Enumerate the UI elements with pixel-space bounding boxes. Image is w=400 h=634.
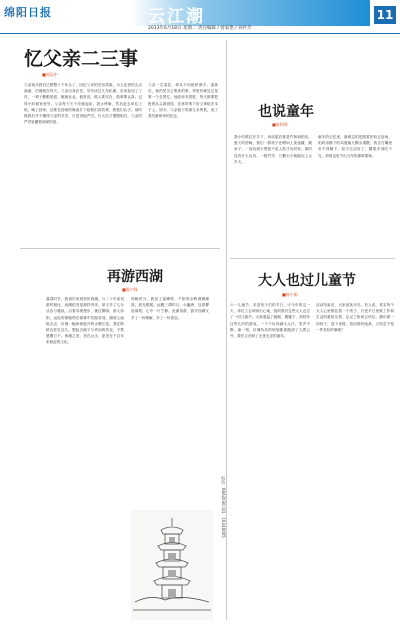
pagoda-illustration <box>131 510 213 620</box>
article-4-title: 大人也过儿童节 <box>258 273 356 289</box>
page-header <box>0 0 400 34</box>
article-3-title: 再游西湖 <box>107 269 163 285</box>
article-4-body-cont: 活动结束后，大家意犹未尽。有人说，其实每个大人心里都住着一个孩子，只是平日里被工作和生活的重担压着，忘记了如何去快乐。偶尔做一回孩子，放下身段，找回那份纯真，又何尝不是一件美好的事呢？ <box>316 303 394 332</box>
issue-line: 2013年6月18日 星期二 责任编辑 / 曾家艳 / 孙传芳 <box>148 26 252 31</box>
article-4-byline: ■杨小娟 <box>282 292 298 297</box>
article-1-body: 父亲离开我们已整整十个年头了。回忆父亲的音容笑貌，为人处世的点点滴滴，仿佛就在昨天。父亲出身贫苦，早年读过几年私塾，后来参加了工作，一辈子勤勤恳恳，兢兢业业。他常说，做人要实在，做事要认真。记得小时候家里穷，父亲每天天不亮就起床，挑水劈柴，然后赶去单位上班。晚上回家，还要在昏暗的煤油灯下给我们讲故事，教我们认字。那时候我们并不懂得父亲的辛苦，只觉得他严厉。长大后才慢慢明白，父亲的严厉里藏着深深的爱。 <box>24 83 142 125</box>
article-3-body: 暮春时节，我再次来到杭州西湖。与二十年前初游时相比，西湖依旧是那样秀美，却又多了几分从容与雅致。沿着苏堤漫步，桃红柳绿，游人如织。远处的保俶塔在薄雾中若隐若现，湖面上画舫点点，仿佛一幅徐徐展开的水墨长卷。我在断桥边驻足良久，想起白娘子与许仙的传说，不禁感慨万千。西湖之美，美在山水，更美在千百年来积淀的文化。 <box>46 297 124 345</box>
section-title: 云江潮 <box>148 7 205 27</box>
contact-info: 电话：6662030 QQ：10240005 <box>221 476 226 538</box>
header-rule <box>0 33 400 34</box>
article-1-title: 忆父亲二三事 <box>24 48 139 70</box>
article-2-byline: ■陈和珍 <box>272 122 288 127</box>
article-1-body-cont: 父亲一生清贫，却从不向组织伸手。退休后，他仍然关心集体的事，邻里有难处总是第一个去帮忙。他爱读书看报，每天都要把报纸从头看到尾，还常常剪下好文章贴在本子上。如今，父亲留下的那几本剪报，成了我们最珍贵的纪念。 <box>148 83 218 119</box>
article-1-byline: ■郭汉中 <box>42 72 58 77</box>
article-2-body-cont: 童年的记忆里，最难忘的是跟着奶奶去赶场。奶奶用攒下的鸡蛋换几颗水果糖，我含在嘴里舍不得咽下。如今生活好了，糖果多得吃不完，却再也吃不出当年的那种甜味。 <box>318 135 392 158</box>
masthead: 绵阳日报 <box>4 6 52 19</box>
article-3-byline: ■陈兴锋 <box>122 287 138 292</box>
section-divider-left <box>20 248 220 249</box>
article-3-body-cont: 傍晚时分，我登上雷峰塔，夕阳的余晖洒满湖面，波光粼粼。远眺三潭印月、小瀛洲，近看柳浪闻莺，心中一片宁静。此番再游，我对西湖又多了一份理解，多了一份眷恋。 <box>131 297 209 320</box>
pagoda-drawing <box>131 510 213 620</box>
page-number: 11 <box>374 6 396 24</box>
article-2-body: 我小时候住在乡下，房前屋后都是竹林和稻田。夏天的傍晚，我们一群孩子在晒坝上捉迷藏、跳房子，一直玩到天黑看不见人影才肯回家。那时没有什么玩具，一根竹竿、几颗石子就能玩上大半天。 <box>234 135 312 164</box>
article-2-title: 也说童年 <box>258 104 314 120</box>
column-divider <box>226 40 227 620</box>
article-4-body: 六一儿童节，本是孩子们的节日。可今年的这一天，单位工会却别出心裁，组织我们这些大人也过了一回儿童节。大家重温了跳绳、踢毽子、滚铁环这些儿时的游戏，一个个玩得满头大汗，笑声不断。那一刻，仿佛所有的烦恼都被抛到了九霄云外，我们又回到了无忧无虑的童年。 <box>230 303 310 339</box>
